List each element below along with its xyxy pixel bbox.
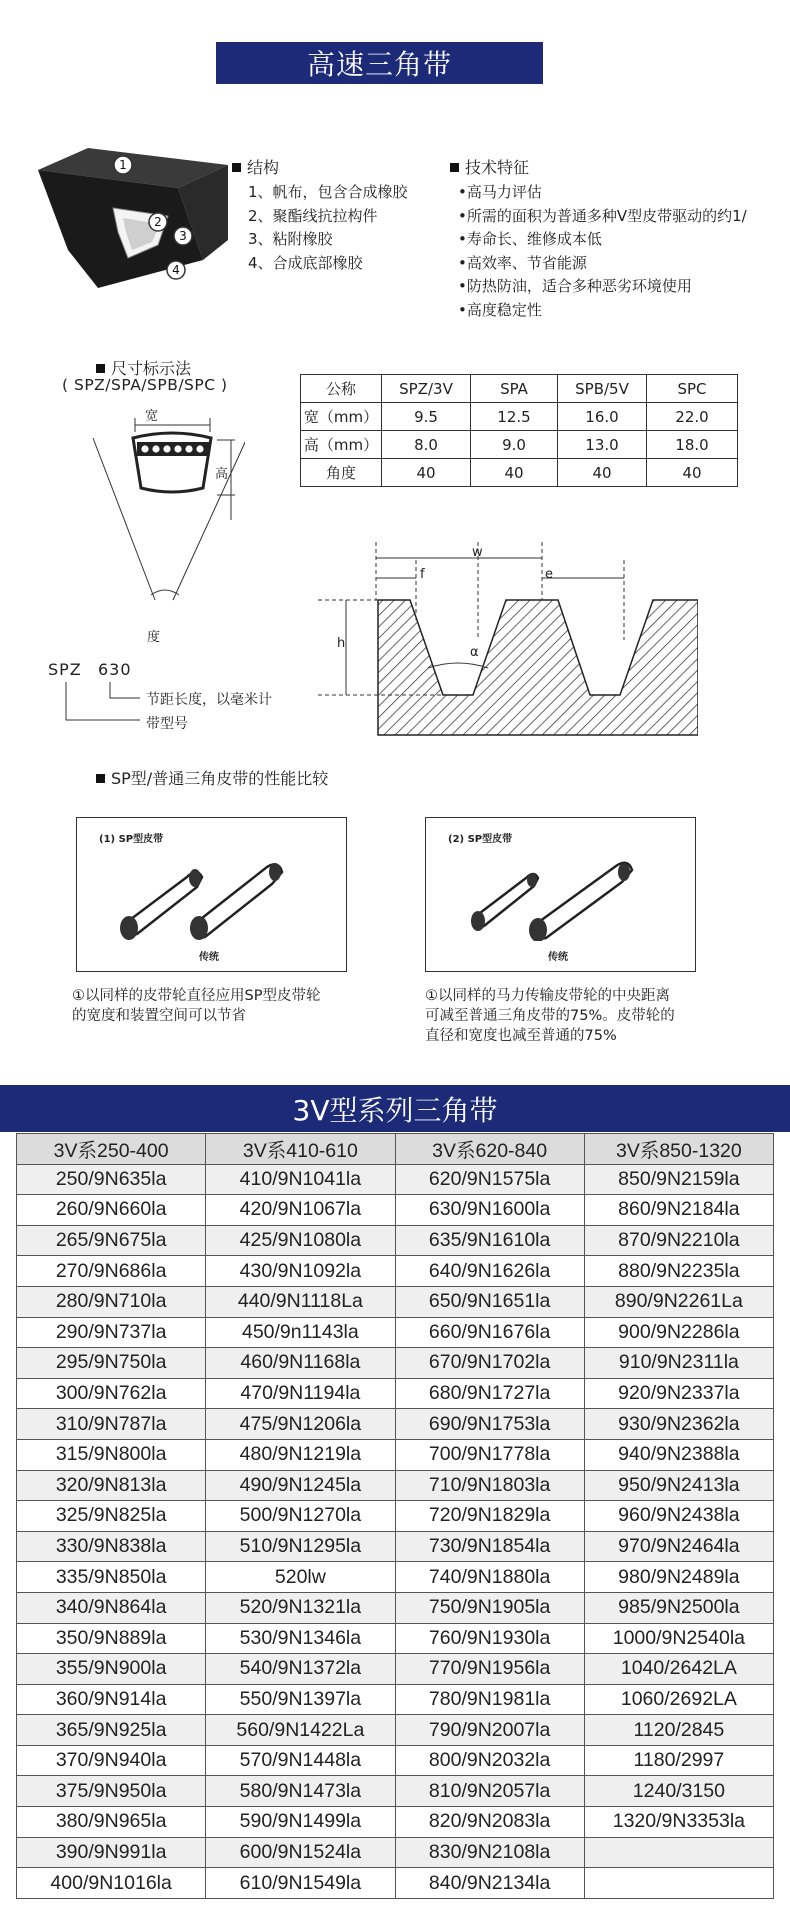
table-cell: [584, 1868, 773, 1899]
table-cell: 330/9N838la: [17, 1531, 206, 1562]
bullet-square-icon: [96, 774, 105, 783]
table-cell: 800/9N2032la: [395, 1745, 584, 1776]
code-leader-lines: [60, 680, 160, 730]
series-header-cell: 3V系850-1320: [584, 1134, 773, 1165]
table-row: [17, 1409, 774, 1440]
table-row: [17, 1592, 774, 1623]
compare-left-caption: ①以同样的皮带轮直径应用SP型皮带轮 的宽度和装置空间可以节省: [72, 988, 321, 1024]
table-cell: 710/9N1803la: [395, 1470, 584, 1501]
compare-heading: SP型/普通三角皮带的性能比较: [96, 766, 328, 789]
table-cell: 1000/9N2540la: [584, 1623, 773, 1654]
table-cell: 270/9N686la: [17, 1256, 206, 1287]
table-row: [17, 1470, 774, 1501]
width-label: 宽: [145, 409, 159, 424]
table-cell: 640/9N1626la: [395, 1256, 584, 1287]
table-cell: 1180/2997: [584, 1745, 773, 1776]
spec-cell: 40: [471, 459, 558, 487]
spec-cell: 宽（mm）: [301, 403, 382, 431]
groove-e-label: e: [545, 567, 553, 582]
spec-header-row: [301, 375, 738, 403]
table-cell: 500/9N1270la: [206, 1501, 395, 1532]
feature-item: •防热防油，适合多种恶劣环境使用: [458, 277, 692, 295]
table-row: [17, 1164, 774, 1195]
table-cell: 790/9N2007la: [395, 1715, 584, 1746]
spec-cell: 公称: [301, 375, 382, 403]
table-cell: 315/9N800la: [17, 1439, 206, 1470]
structure-item: 3、粘附橡胶: [248, 230, 333, 248]
series-table: [16, 1133, 774, 1899]
size-subheading: ( SPZ/SPA/SPB/SPC ): [62, 376, 228, 394]
size-heading: 尺寸标示法: [96, 356, 191, 379]
table-row: [17, 1348, 774, 1379]
series-header-row: [17, 1134, 774, 1165]
spec-row: [301, 431, 738, 459]
table-row: [17, 1623, 774, 1654]
table-cell: 740/9N1880la: [395, 1562, 584, 1593]
table-row: [17, 1531, 774, 1562]
table-cell: 530/9N1346la: [206, 1623, 395, 1654]
table-cell: 635/9N1610la: [395, 1225, 584, 1256]
table-cell: 870/9N2210la: [584, 1225, 773, 1256]
table-row: [17, 1439, 774, 1470]
table-cell: 660/9N1676la: [395, 1317, 584, 1348]
spec-cell: 40: [382, 459, 471, 487]
table-cell: 290/9N737la: [17, 1317, 206, 1348]
table-cell: 1060/2692LA: [584, 1684, 773, 1715]
table-cell: 295/9N750la: [17, 1348, 206, 1379]
structure-list: [248, 181, 408, 275]
table-cell: 375/9N950la: [17, 1776, 206, 1807]
table-cell: 420/9N1067la: [206, 1195, 395, 1226]
spec-cell: SPB/5V: [558, 375, 647, 403]
table-cell: 980/9N2489la: [584, 1562, 773, 1593]
spec-cell: 角度: [301, 459, 382, 487]
code-length: 630: [98, 660, 132, 679]
table-cell: 940/9N2388la: [584, 1439, 773, 1470]
groove-f-label: f: [420, 567, 425, 582]
table-cell: 355/9N900la: [17, 1654, 206, 1685]
table-cell: 250/9N635la: [17, 1164, 206, 1195]
series-table-body: [17, 1164, 774, 1898]
table-cell: 960/9N2438la: [584, 1501, 773, 1532]
table-cell: 325/9N825la: [17, 1501, 206, 1532]
table-cell: 360/9N914la: [17, 1684, 206, 1715]
spec-row: [301, 459, 738, 487]
table-cell: 780/9N1981la: [395, 1684, 584, 1715]
series-header-cell: 3V系250-400: [17, 1134, 206, 1165]
code-note-length: 节距长度，以毫米计: [146, 692, 272, 708]
table-cell: 900/9N2286la: [584, 1317, 773, 1348]
features-list: [458, 181, 790, 322]
table-row: [17, 1562, 774, 1593]
table-row: [17, 1256, 774, 1287]
series-header-cell: 3V系410-610: [206, 1134, 395, 1165]
structure-item: 1、帆布，包含合成橡胶: [248, 183, 408, 201]
table-cell: 600/9N1524la: [206, 1837, 395, 1868]
table-cell: 510/9N1295la: [206, 1531, 395, 1562]
spec-cell: 9.5: [382, 403, 471, 431]
table-row: [17, 1715, 774, 1746]
table-cell: 380/9N965la: [17, 1807, 206, 1838]
table-cell: 650/9N1651la: [395, 1286, 584, 1317]
structure-heading: 结构: [232, 155, 279, 178]
table-cell: 350/9N889la: [17, 1623, 206, 1654]
belt-structure-illustration: [28, 140, 228, 300]
structure-item: 2、聚酯线抗拉构件: [248, 206, 378, 225]
spec-cell: 18.0: [647, 431, 738, 459]
table-cell: 840/9N2134la: [395, 1868, 584, 1899]
table-cell: 390/9N991la: [17, 1837, 206, 1868]
table-cell: 950/9N2413la: [584, 1470, 773, 1501]
table-cell: 610/9N1549la: [206, 1868, 395, 1899]
table-cell: 720/9N1829la: [395, 1501, 584, 1532]
table-row: [17, 1501, 774, 1532]
height-label: 高: [215, 467, 229, 482]
spec-cell: SPC: [647, 375, 738, 403]
groove-w-label: w: [472, 545, 483, 560]
spec-cell: 40: [558, 459, 647, 487]
table-cell: 430/9N1092la: [206, 1256, 395, 1287]
pulley-groove-diagram: [318, 540, 698, 740]
table-cell: 930/9N2362la: [584, 1409, 773, 1440]
table-row: [17, 1776, 774, 1807]
table-cell: 1040/2642LA: [584, 1654, 773, 1685]
table-cell: 820/9N2083la: [395, 1807, 584, 1838]
marker-4-label: 4: [172, 263, 180, 277]
table-cell: 340/9N864la: [17, 1592, 206, 1623]
code-type: SPZ: [48, 660, 82, 679]
table-cell: 570/9N1448la: [206, 1745, 395, 1776]
table-cell: 310/9N787la: [17, 1409, 206, 1440]
table-cell: 550/9N1397la: [206, 1684, 395, 1715]
table-cell: 830/9N2108la: [395, 1837, 584, 1868]
table-cell: 265/9N675la: [17, 1225, 206, 1256]
spec-row: [301, 403, 738, 431]
feature-item: •高马力评估: [458, 183, 542, 201]
spec-cell: 高（mm）: [301, 431, 382, 459]
table-row: [17, 1684, 774, 1715]
table-cell: 620/9N1575la: [395, 1164, 584, 1195]
groove-h-label: h: [337, 636, 346, 651]
table-cell: 910/9N2311la: [584, 1348, 773, 1379]
feature-item: •高度稳定性: [458, 300, 542, 319]
table-cell: 750/9N1905la: [395, 1592, 584, 1623]
table-cell: 730/9N1854la: [395, 1531, 584, 1562]
table-cell: 440/9N1118La: [206, 1286, 395, 1317]
table-cell: 475/9N1206la: [206, 1409, 395, 1440]
spec-cell: 13.0: [558, 431, 647, 459]
table-cell: 520lw: [206, 1562, 395, 1593]
table-cell: 690/9N1753la: [395, 1409, 584, 1440]
table-cell: 280/9N710la: [17, 1286, 206, 1317]
table-row: [17, 1807, 774, 1838]
table-cell: 680/9N1727la: [395, 1378, 584, 1409]
table-cell: 1120/2845: [584, 1715, 773, 1746]
table-cell: 630/9N1600la: [395, 1195, 584, 1226]
series-header-cell: 3V系620-840: [395, 1134, 584, 1165]
table-cell: 810/9N2057la: [395, 1776, 584, 1807]
table-row: [17, 1654, 774, 1685]
compare-right-figure: [425, 817, 696, 972]
table-cell: 520/9N1321la: [206, 1592, 395, 1623]
bullet-square-icon: [96, 364, 105, 373]
table-cell: 985/9N2500la: [584, 1592, 773, 1623]
feature-item: •所需的面积为普通多种V型皮带驱动的约1/: [458, 206, 747, 225]
compare-right-title: (2) SP型皮带: [448, 834, 513, 845]
table-row: [17, 1745, 774, 1776]
table-row: [17, 1286, 774, 1317]
spec-table: [300, 374, 738, 487]
feature-item: •高效率、节省能源: [458, 253, 587, 272]
table-cell: 260/9N660la: [17, 1195, 206, 1226]
table-row: [17, 1195, 774, 1226]
spec-cell: 12.5: [471, 403, 558, 431]
table-cell: 365/9N925la: [17, 1715, 206, 1746]
angle-label: 度: [147, 630, 161, 645]
table-cell: 540/9N1372la: [206, 1654, 395, 1685]
table-cell: 400/9N1016la: [17, 1868, 206, 1899]
series-banner-title: 3V型系列三角带: [0, 1085, 790, 1132]
table-cell: 480/9N1219la: [206, 1439, 395, 1470]
belt-pair-illustration: [107, 842, 307, 942]
table-cell: 425/9N1080la: [206, 1225, 395, 1256]
compare-right-caption: ①以同样的马力传输皮带轮的中央距离 可减至普通三角皮带的75%。皮带轮的 直径和宽度也减至普通的75%: [425, 988, 675, 1044]
table-cell: 580/9N1473la: [206, 1776, 395, 1807]
table-cell: 560/9N1422La: [206, 1715, 395, 1746]
table-cell: 320/9N813la: [17, 1470, 206, 1501]
table-cell: 470/9N1194la: [206, 1378, 395, 1409]
compare-left-label: 传统: [199, 952, 219, 963]
spec-cell: 16.0: [558, 403, 647, 431]
feature-item: •寿命长、维修成本低: [458, 230, 602, 248]
table-cell: 335/9N850la: [17, 1562, 206, 1593]
v-belt-dimension-diagram: [85, 400, 245, 630]
spec-cell: 40: [647, 459, 738, 487]
bullet-square-icon: [232, 163, 241, 172]
belt-pair-illustration: [466, 846, 656, 941]
table-cell: 670/9N1702la: [395, 1348, 584, 1379]
table-row: [17, 1837, 774, 1868]
table-cell: 700/9N1778la: [395, 1439, 584, 1470]
table-cell: 590/9N1499la: [206, 1807, 395, 1838]
table-cell: 460/9N1168la: [206, 1348, 395, 1379]
table-cell: 410/9N1041la: [206, 1164, 395, 1195]
table-row: [17, 1378, 774, 1409]
spec-cell: 22.0: [647, 403, 738, 431]
compare-left-title: (1) SP型皮带: [99, 834, 164, 845]
marker-1-label: 1: [119, 158, 127, 172]
spec-cell: SPZ/3V: [382, 375, 471, 403]
marker-3-label: 3: [179, 229, 187, 243]
table-cell: 1240/3150: [584, 1776, 773, 1807]
table-row: [17, 1225, 774, 1256]
table-cell: 760/9N1930la: [395, 1623, 584, 1654]
structure-item: 4、合成底部橡胶: [248, 253, 363, 272]
table-cell: [584, 1837, 773, 1868]
spec-cell: SPA: [471, 375, 558, 403]
spec-cell: 9.0: [471, 431, 558, 459]
table-row: [17, 1868, 774, 1899]
code-note-type: 带型号: [146, 716, 188, 732]
groove-alpha-label: α: [470, 645, 479, 660]
compare-left-figure: [76, 817, 347, 972]
features-heading: 技术特征: [450, 155, 529, 178]
table-cell: 850/9N2159la: [584, 1164, 773, 1195]
table-cell: 450/9n1143la: [206, 1317, 395, 1348]
table-cell: 490/9N1245la: [206, 1470, 395, 1501]
compare-right-label: 传统: [548, 952, 568, 963]
table-cell: 880/9N2235la: [584, 1256, 773, 1287]
table-row: [17, 1317, 774, 1348]
top-banner-title: 高速三角带: [216, 42, 543, 84]
table-cell: 370/9N940la: [17, 1745, 206, 1776]
table-cell: 1320/9N3353la: [584, 1807, 773, 1838]
table-cell: 890/9N2261La: [584, 1286, 773, 1317]
spec-cell: 8.0: [382, 431, 471, 459]
table-cell: 920/9N2337la: [584, 1378, 773, 1409]
table-cell: 770/9N1956la: [395, 1654, 584, 1685]
table-cell: 860/9N2184la: [584, 1195, 773, 1226]
marker-2-label: 2: [154, 215, 162, 229]
bullet-square-icon: [450, 163, 459, 172]
table-cell: 300/9N762la: [17, 1378, 206, 1409]
table-cell: 970/9N2464la: [584, 1531, 773, 1562]
